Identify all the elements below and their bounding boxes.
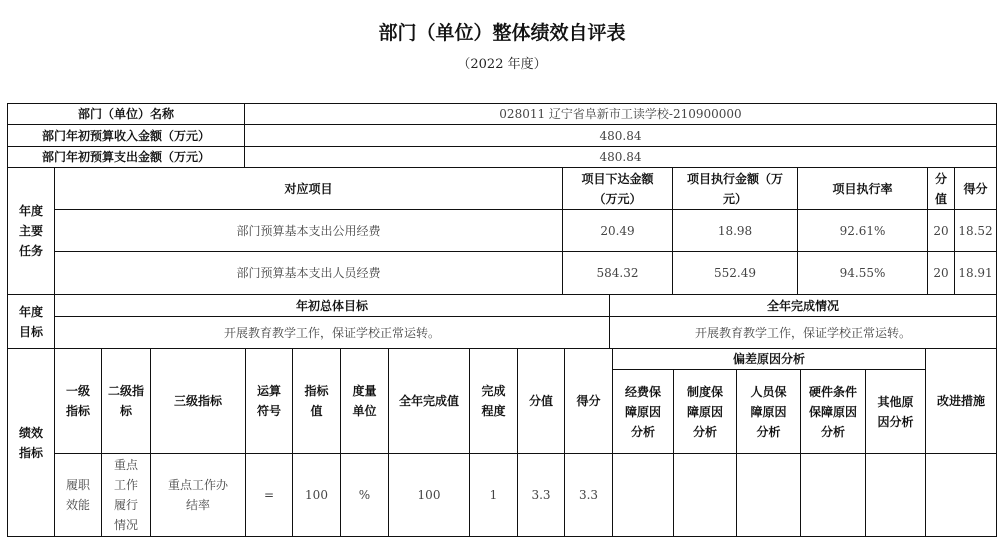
task-cell: 94.55%: [797, 251, 928, 295]
indicator-header: 全年完成值: [388, 348, 470, 454]
expense-label: 部门年初预算支出金额（万元）: [7, 146, 245, 168]
task-cell: 20: [927, 251, 955, 295]
indicator-cell: %: [340, 453, 389, 537]
deviation-subheader: 人员保障原因分析: [736, 369, 801, 454]
goals-target: 开展教育教学工作，保证学校正常运转。: [54, 316, 610, 349]
indicator-cell: 3.3: [564, 453, 613, 537]
indicator-header: 三级指标: [150, 348, 246, 454]
dept-label: 部门（单位）名称: [7, 103, 245, 125]
goals-done-header: 全年完成情况: [609, 294, 997, 317]
deviation-subheader: 硬件条件保障原因分析: [800, 369, 866, 454]
task-cell: 584.32: [562, 251, 673, 295]
indicator-header: 指标值: [292, 348, 341, 454]
deviation-cell: [673, 453, 737, 537]
indicator-header: 度量单位: [340, 348, 389, 454]
goals-done: 开展教育教学工作，保证学校正常运转。: [609, 316, 997, 349]
indicator-cell: 1: [469, 453, 518, 537]
tasks-section: 年度主要任务: [7, 167, 55, 295]
tasks-header: 得分: [954, 167, 997, 210]
improve-header: 改进措施: [925, 348, 997, 454]
deviation-header: 偏差原因分析: [612, 348, 926, 370]
indicator-header: 一级指标: [54, 348, 102, 454]
deviation-cell: [612, 453, 674, 537]
task-cell: 18.52: [954, 209, 997, 252]
tasks-header: 项目执行率: [797, 167, 928, 210]
goals-section: 年度目标: [7, 294, 55, 349]
indicator-cell: 重点工作办结率: [150, 453, 246, 537]
deviation-subheader: 经费保障原因分析: [612, 369, 674, 454]
task-cell: 部门预算基本支出人员经费: [54, 251, 563, 295]
indicator-cell: 100: [292, 453, 341, 537]
indicators-section: 绩效指标: [7, 348, 55, 537]
indicator-header: 完成程度: [469, 348, 518, 454]
dept-value: 028011 辽宁省阜新市工读学校-210900000: [244, 103, 997, 125]
indicator-header: 二级指标: [101, 348, 151, 454]
task-cell: 20.49: [562, 209, 673, 252]
deviation-cell: [865, 453, 926, 537]
indicator-cell: 100: [388, 453, 470, 537]
tasks-header: 对应项目: [54, 167, 563, 210]
year-label: （2022 年度）: [457, 57, 547, 72]
task-cell: 18.91: [954, 251, 997, 295]
deviation-subheader: 制度保障原因分析: [673, 369, 737, 454]
indicator-header: 运算符号: [245, 348, 293, 454]
indicator-cell: 重点工作履行情况: [101, 453, 151, 537]
task-cell: 部门预算基本支出公用经费: [54, 209, 563, 252]
indicator-header: 得分: [564, 348, 613, 454]
task-cell: 18.98: [672, 209, 798, 252]
income-value: 480.84: [244, 124, 997, 147]
indicator-header: 分值: [517, 348, 565, 454]
deviation-cell: [800, 453, 866, 537]
deviation-cell: [736, 453, 801, 537]
page-title: 部门（单位）整体绩效自评表: [378, 22, 626, 44]
indicator-cell: =: [245, 453, 293, 537]
improve-cell: [925, 453, 997, 537]
income-label: 部门年初预算收入金额（万元）: [7, 124, 245, 147]
task-cell: 552.49: [672, 251, 798, 295]
task-cell: 20: [927, 209, 955, 252]
tasks-header: 项目执行金额（万元）: [672, 167, 798, 210]
goals-target-header: 年初总体目标: [54, 294, 610, 317]
deviation-subheader: 其他原因分析: [865, 369, 926, 454]
expense-value: 480.84: [244, 146, 997, 168]
task-cell: 92.61%: [797, 209, 928, 252]
tasks-header: 分值: [927, 167, 955, 210]
tasks-header: 项目下达金额（万元）: [562, 167, 673, 210]
indicator-cell: 履职效能: [54, 453, 102, 537]
indicator-cell: 3.3: [517, 453, 565, 537]
